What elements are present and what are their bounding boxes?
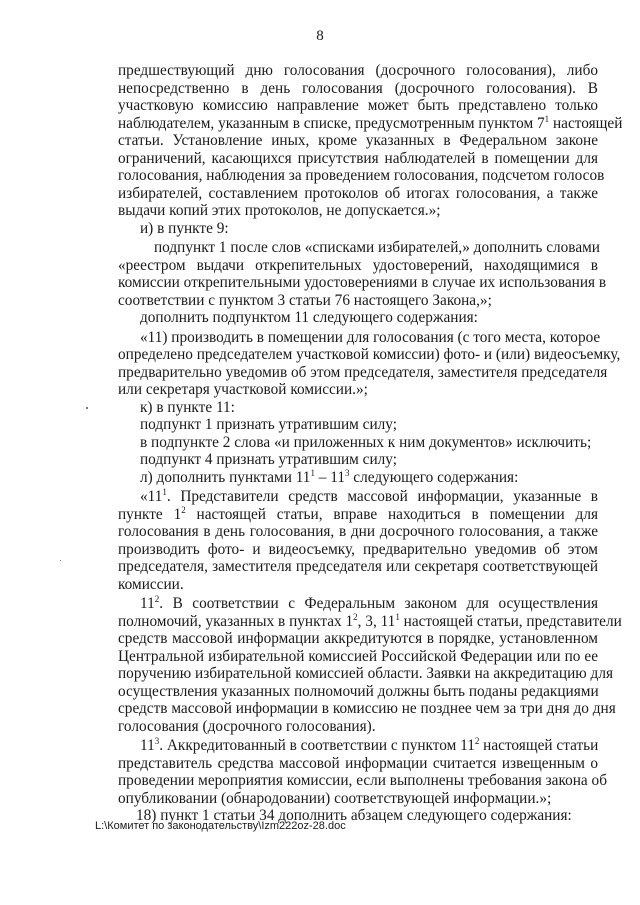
text-segment: , 3, 11 xyxy=(357,612,396,630)
text-line xyxy=(118,150,598,168)
text-segment: производить фото- и видеосъемку, предварительно уведомив об этом xyxy=(118,540,598,558)
text-line xyxy=(118,257,598,275)
text-line xyxy=(118,416,598,434)
text-line xyxy=(118,346,621,364)
text-segment: участковую комиссию направление может быть представлено только xyxy=(118,97,598,114)
text-segment: настоящей статьи, представители xyxy=(399,612,622,630)
text-line xyxy=(118,611,622,631)
text-segment: настоящей статьи, вправе находиться в помещении для xyxy=(185,505,598,523)
text-segment: непосредственно в день голосования (досрочного голосования). В xyxy=(118,79,598,97)
text-line xyxy=(118,97,598,115)
text-line xyxy=(118,434,598,452)
superscript: 3 xyxy=(344,467,350,478)
text-segment: средств массовой информации аккредитуются в порядке, установленном xyxy=(118,630,598,647)
text-segment: голосования, наблюдения за проведением голосования, подсчетом голосов xyxy=(118,167,605,184)
text-segment: комиссии открепительными удостоверениями в случае их использования в xyxy=(118,274,607,291)
text-line xyxy=(118,558,598,576)
text-line xyxy=(118,202,598,220)
text-segment: полномочий, указанных в пунктах 1 xyxy=(118,612,354,630)
text-segment: дополнить подпунктом 11 следующего содержания: xyxy=(140,309,478,326)
superscript: 2 xyxy=(474,736,480,746)
text-line xyxy=(118,683,598,701)
text-segment: . Представители средств массовой информации, указанные в xyxy=(166,488,598,505)
text-segment: подпункт 4 признать утратившим силу; xyxy=(140,451,397,468)
text-segment: наблюдателем, указанным в списке, предусмотренным пунктом 7 xyxy=(118,114,545,132)
text-segment: 18) пункт 1 статьи 34 дополнить абзацем следующего содержания: xyxy=(136,807,572,824)
text-line xyxy=(118,167,605,185)
superscript: 3 xyxy=(154,736,160,746)
text-segment: статьи. Установление иных, кроме указанных в Федеральном законе xyxy=(118,132,598,149)
text-segment: и) в пункте 9: xyxy=(140,219,229,237)
superscript: 1 xyxy=(395,611,400,622)
text-segment: голосования (досрочного голосования). xyxy=(118,717,376,735)
text-segment: или секретаря участковой комиссии.»; xyxy=(118,381,368,398)
text-segment: поручению избирательной комиссией области. Заявки на аккредитацию для xyxy=(118,665,613,682)
superscript: 1 xyxy=(310,467,315,478)
text-segment: осуществления указанных полномочий должны быть поданы редакциями xyxy=(118,682,599,700)
text-segment: – 11 xyxy=(314,468,345,486)
text-line xyxy=(118,523,598,541)
text-segment: средств массовой информации в комиссию не позднее чем за три дня до дня xyxy=(118,700,616,717)
text-segment: . Аккредитованный в соответствии с пунктом 11 xyxy=(159,737,475,754)
text-segment: «реестром выдачи открепительных удостоверений, находящимися в xyxy=(118,256,598,274)
text-segment: проведении мероприятия комиссии, если выполнены требования закона об xyxy=(118,772,607,789)
text-line xyxy=(118,132,598,150)
footer-file-path: L:\Комитет по законодательству\Izm222oz-28.doc xyxy=(95,820,346,832)
text-segment: «11) производить в помещении для голосования (с того места, которое xyxy=(140,328,601,346)
text-line xyxy=(118,700,616,718)
text-line xyxy=(118,541,598,559)
text-segment: 11 xyxy=(140,595,155,612)
text-line xyxy=(118,665,613,683)
text-segment: настоящей статьи xyxy=(479,737,599,754)
body-text xyxy=(118,62,623,825)
text-segment: представитель средства массовой информации считается извещенным о xyxy=(118,754,598,772)
text-line xyxy=(118,790,598,808)
text-segment: 11 xyxy=(140,737,155,754)
text-segment: комиссии. xyxy=(118,575,184,593)
text-segment: определено председателем участковой комиссии) фото- и (или) видеосъемку, xyxy=(118,346,621,363)
page-number: 8 xyxy=(316,28,324,44)
text-line xyxy=(118,595,598,613)
text-segment: председателя, заместителя председателя или секретаря соответствующей xyxy=(118,558,598,575)
text-line xyxy=(118,451,598,469)
scan-speck xyxy=(86,407,88,409)
text-segment: опубликовании (обнародовании) соответствующей информации.»; xyxy=(118,789,552,807)
text-segment: к) в пункте 11: xyxy=(140,398,235,416)
superscript: 1 xyxy=(544,113,550,124)
text-line xyxy=(118,772,607,790)
text-segment: . В соответствии с Федеральным законом для осуществления xyxy=(159,595,598,612)
text-segment: «11 xyxy=(140,488,163,505)
text-line xyxy=(118,113,623,133)
text-line xyxy=(118,185,598,203)
superscript: 2 xyxy=(181,504,186,515)
text-line xyxy=(118,274,607,292)
text-segment: выдачи копий этих протоколов, не допускается.»; xyxy=(118,202,441,219)
text-line xyxy=(118,630,598,648)
text-line xyxy=(118,309,598,327)
text-segment: подпункт 1 признать утратившим силу; xyxy=(140,416,397,433)
text-segment: л) дополнить пунктами 11 xyxy=(140,468,311,486)
text-line xyxy=(118,239,598,257)
text-segment: ограничений, касающихся присутствия наблюдателей в помещении для xyxy=(118,149,598,167)
scan-speck xyxy=(60,560,61,561)
text-line xyxy=(118,718,598,736)
text-line xyxy=(118,62,598,80)
superscript: 1 xyxy=(162,487,167,497)
text-segment: предварительно уведомив об этом председателя, заместителя председателя xyxy=(118,363,608,381)
text-segment: в подпункте 2 слова «и приложенных к ним документов» исключить; xyxy=(140,433,592,451)
text-line xyxy=(118,292,598,310)
text-line xyxy=(118,363,608,382)
text-line xyxy=(118,328,601,347)
text-segment: Центральной избирательной комиссией Российской Федерации или по ее xyxy=(118,647,598,665)
text-segment: предшествующий дню голосования (досрочного голосования), либо xyxy=(118,62,598,79)
superscript: 2 xyxy=(353,611,358,622)
text-line xyxy=(118,80,598,98)
text-segment: соответствии с пунктом 3 статьи 76 настоящего Закона,»; xyxy=(118,291,492,309)
text-line xyxy=(118,506,598,524)
text-line xyxy=(118,737,598,755)
text-segment: настоящей xyxy=(549,114,623,132)
text-segment: голосования в день голосования, в дни досрочного голосования, а также xyxy=(118,523,598,540)
text-line xyxy=(118,648,598,666)
text-line xyxy=(118,488,598,506)
superscript: 2 xyxy=(154,594,160,604)
text-line xyxy=(118,576,598,594)
text-line xyxy=(118,469,598,487)
text-line xyxy=(118,399,598,417)
text-segment: пункте 1 xyxy=(118,505,182,523)
text-segment: следующего содержания: xyxy=(349,468,519,486)
text-line xyxy=(118,755,598,773)
text-line xyxy=(118,220,598,238)
text-segment: избирателей, составлением протоколов об итогах голосования, а также xyxy=(118,184,598,202)
text-line xyxy=(118,381,598,399)
text-segment: подпункт 1 после слов «списками избирателей,» дополнить словами xyxy=(154,239,600,256)
